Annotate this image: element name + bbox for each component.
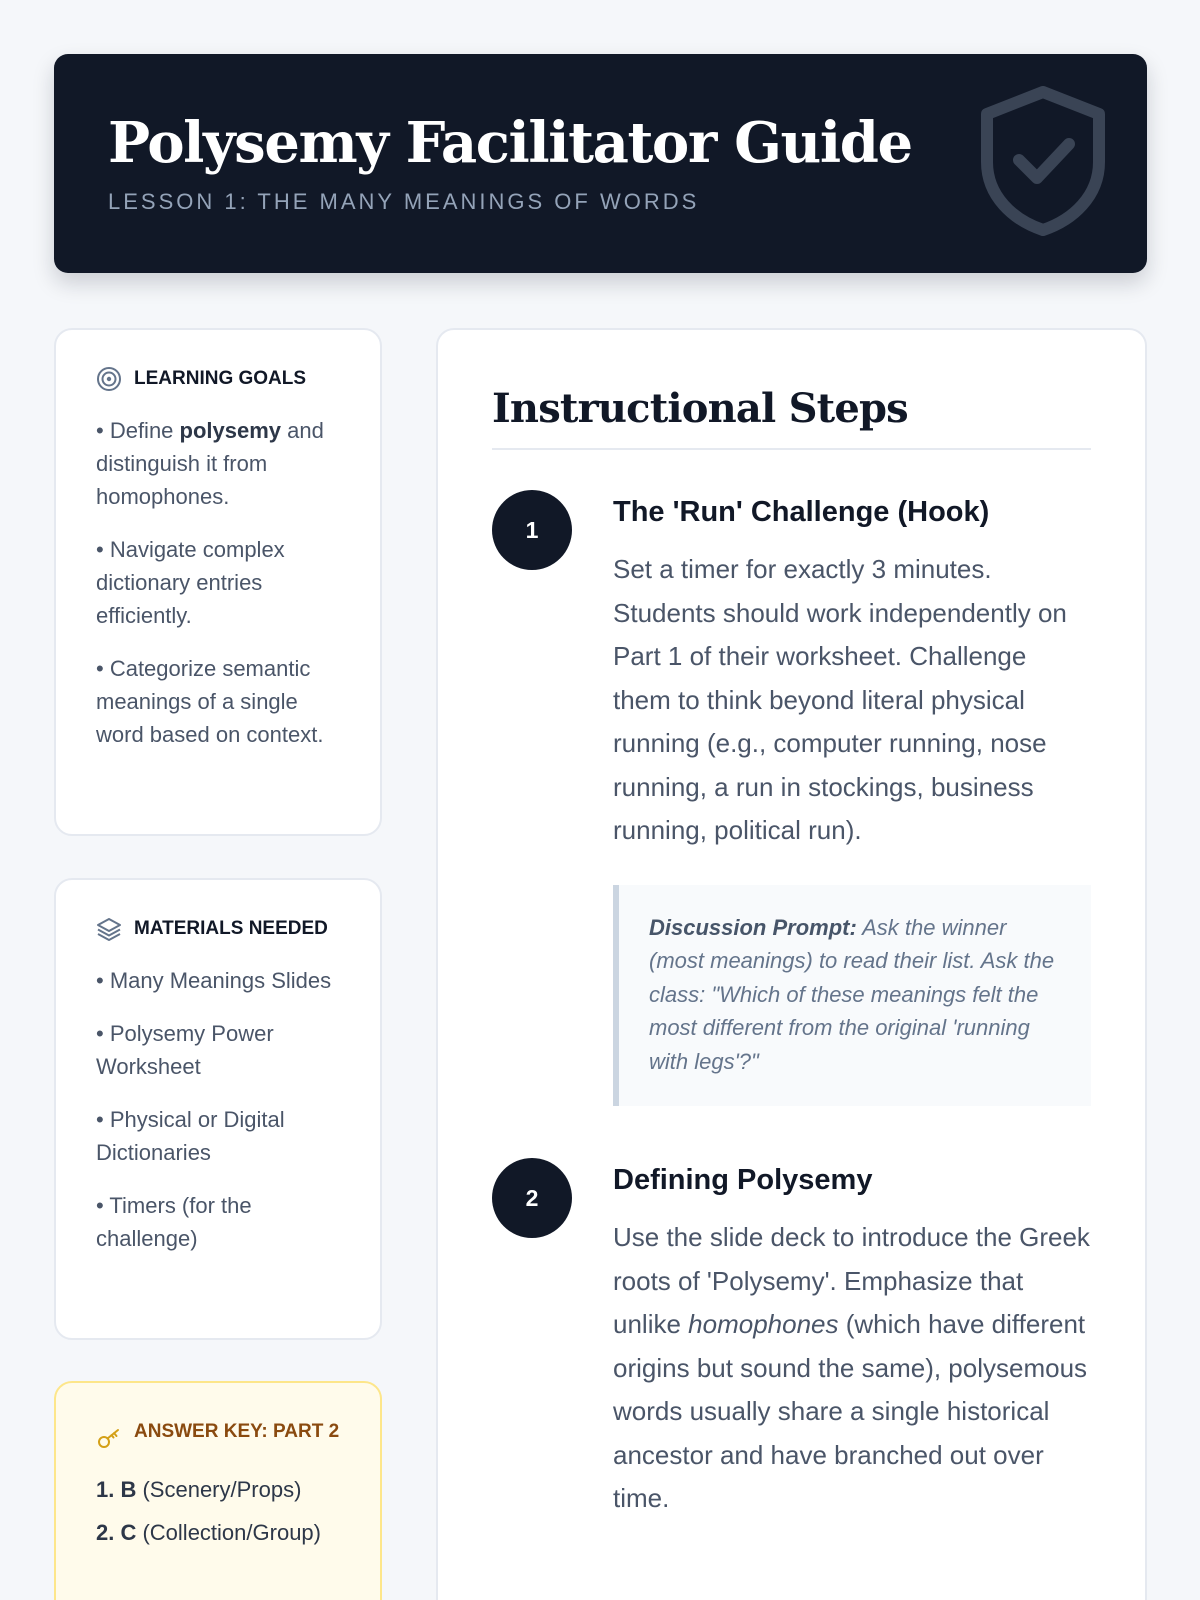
answer-key-card [54, 1381, 382, 1600]
goal-term: polysemy [179, 418, 282, 443]
step-title: Defining Polysemy [613, 1164, 873, 1196]
step-body-text: (which have different origins but sound the same), polysemous words usually share a single historical ancestor and have branched out over time. [613, 1309, 1088, 1513]
list-item: • Polysemy Power Worksheet [96, 1021, 274, 1079]
discussion-prompt [613, 885, 1091, 1107]
list-item: • Many Meanings Slides [96, 968, 332, 993]
list-item [96, 414, 340, 513]
materials-header [96, 916, 340, 942]
step-body: Set a timer for exactly 3 minutes. Students should work independently on Part 1 of their worksheet. Challenge them to think beyond literal physical running (e.g., computer running, nose running, a run in stockings, business running, political run). [613, 554, 1067, 845]
step-number: 1 [492, 490, 572, 570]
step-title: The 'Run' Challenge (Hook) [613, 496, 990, 528]
page-title: Polysemy Facilitator Guide [108, 110, 912, 176]
list-item: • Physical or Digital Dictionaries [96, 1107, 285, 1165]
learning-goals-header [96, 366, 340, 392]
answer-key-list [96, 1473, 340, 1549]
list-item [96, 1473, 340, 1506]
learning-goals-list [96, 414, 340, 751]
layers-icon [96, 916, 122, 942]
goal-text: and distinguish it from homophones. [96, 418, 324, 509]
shield-check-icon [979, 86, 1107, 236]
answer-value: (Collection/Group) [136, 1520, 321, 1545]
materials-title: MATERIALS NEEDED [134, 918, 328, 939]
answer-key-title: ANSWER KEY: PART 2 [134, 1421, 340, 1442]
answer-key: 1. B [96, 1477, 137, 1502]
section-title: Instructional Steps [492, 384, 1091, 450]
step-body-emphasis: homophones [688, 1309, 839, 1339]
step-body [613, 1216, 1091, 1521]
step-2 [492, 1158, 1091, 1521]
list-item: • Navigate complex dictionary entries efficiently. [96, 537, 285, 628]
target-icon [96, 366, 122, 392]
prompt-label: Discussion Prompt: [649, 914, 857, 940]
prompt-text: Ask the winner (most meanings) to read their list. Ask the class: "Which of these meanings felt the most different from the original 'running with legs'?" [649, 914, 1055, 1074]
step-1 [492, 490, 1091, 1106]
instructional-steps-card [436, 328, 1147, 1600]
step-number: 2 [492, 1158, 572, 1238]
materials-list [96, 964, 340, 1255]
materials-card [54, 878, 382, 1340]
learning-goals-card [54, 328, 382, 836]
answer-value: (Scenery/Props) [136, 1477, 302, 1502]
answer-key: 2. C [96, 1520, 137, 1545]
answer-key-header [96, 1419, 340, 1451]
list-item: • Timers (for the challenge) [96, 1193, 252, 1251]
guide-header [54, 54, 1147, 273]
goal-text: • Define [96, 418, 180, 443]
list-item: • Categorize semantic meanings of a single word based on context. [96, 656, 324, 747]
list-item [96, 1516, 340, 1549]
key-icon [96, 1425, 122, 1451]
learning-goals-title: LEARNING GOALS [134, 368, 307, 389]
page-subtitle: LESSON 1: THE MANY MEANINGS OF WORDS [108, 189, 700, 214]
step-body-text: Use the slide deck to introduce the Greek roots of 'Polysemy'. Emphasize that unlike [613, 1222, 1090, 1339]
